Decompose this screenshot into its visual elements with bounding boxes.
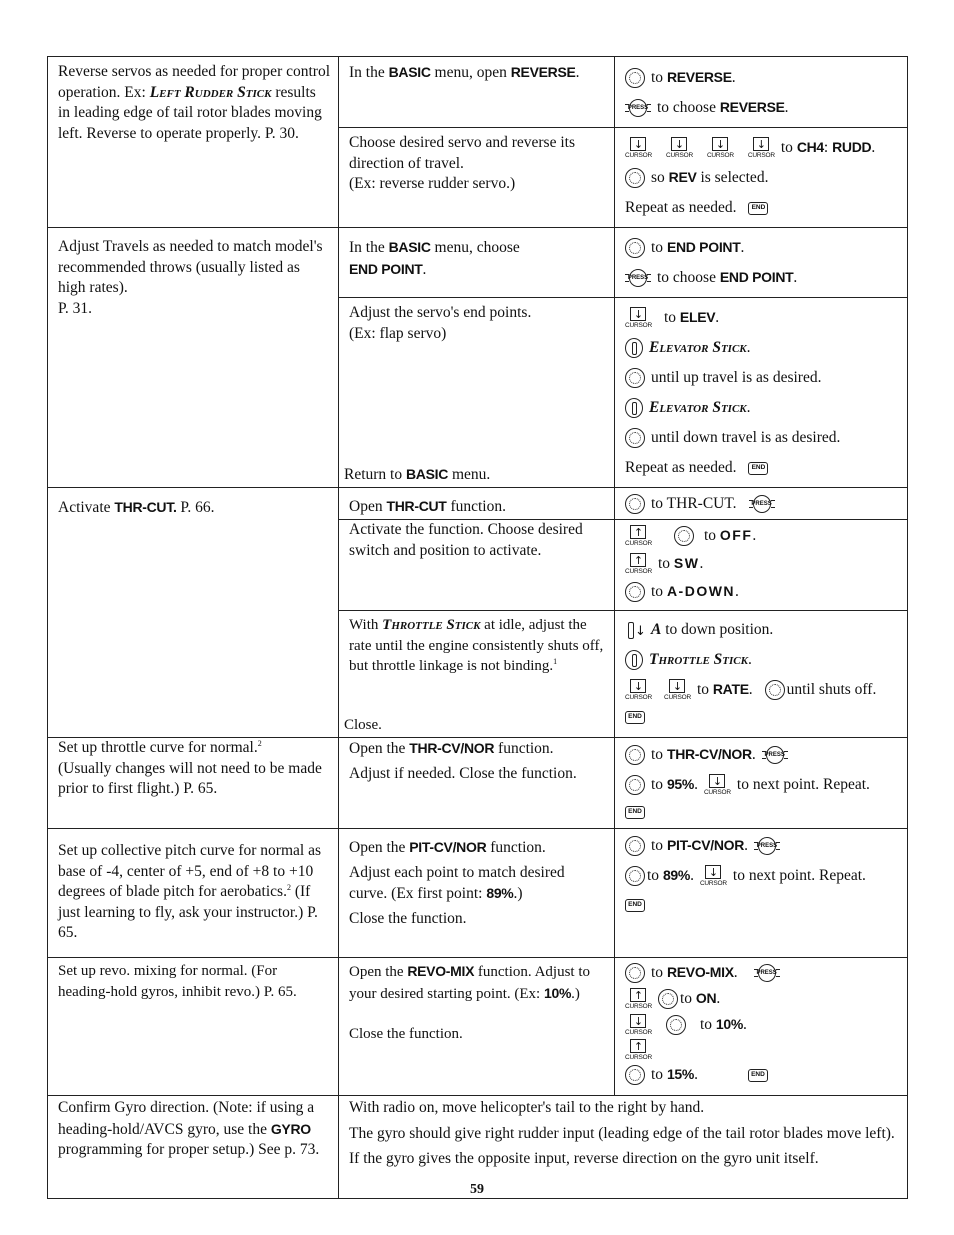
steps-cell <box>615 738 908 829</box>
end-button-icon: END <box>625 899 645 912</box>
step: so REV is selected. <box>625 163 899 193</box>
cursor-down-icon: ↓ CURSOR <box>747 137 775 159</box>
step: to REVERSE. <box>625 63 899 93</box>
goal-cell: Set up revo. mixing for normal. (For heading-hold gyros, inhibit revo.) P. 65. <box>48 958 339 1096</box>
step: Elevator Stick. <box>625 393 899 423</box>
action-cell: With Throttle Stick at idle, adjust the rate until the engine consistently shuts off, but throttle linkage is not binding.$^1$ Close. <box>339 611 615 738</box>
steps-cell <box>615 228 908 298</box>
press-button-icon: PRESS <box>754 963 780 983</box>
steps-cell <box>615 829 908 958</box>
press-button-icon: PRESS <box>625 98 651 118</box>
step <box>625 800 899 824</box>
step: Repeat as needed. END <box>625 453 899 483</box>
dial-icon <box>625 836 645 856</box>
step: ↓ CURSOR ↓ CURSOR to RATE. until shuts off. <box>625 679 877 701</box>
page-number: 59 <box>470 1182 484 1197</box>
steps-cell <box>615 488 908 520</box>
table-row <box>48 958 908 1096</box>
steps-cell <box>615 128 908 228</box>
dial-icon <box>625 238 645 258</box>
steps-cell <box>615 520 908 611</box>
goal-cell: Set up throttle curve for normal.$^2$ (Usually changes will not need to be made prior to first flight.) P. 65. <box>48 738 339 829</box>
dial-icon <box>625 963 645 983</box>
step: ↑ CURSOR to SW. <box>625 553 704 575</box>
step: Throttle Stick. <box>625 645 899 675</box>
step: until down travel is as desired. <box>625 423 899 453</box>
step: to 95%. ↓ CURSOR to next point. Repeat. <box>625 770 899 800</box>
dial-icon <box>658 989 678 1009</box>
cursor-up-icon: ↑ CURSOR <box>625 988 652 1010</box>
step: to 15%. END <box>625 1062 899 1088</box>
end-button-icon: END <box>748 1069 768 1082</box>
steps-cell <box>615 958 908 1096</box>
step: ↓ CURSOR ↓ CURSOR ↓ CURSOR ↓ CURSOR to CH4: RUDD. <box>625 137 876 159</box>
dial-icon <box>625 1065 645 1085</box>
step: to REVO-MIX. PRESS <box>625 960 899 986</box>
step: to PIT-CV/NOR. PRESS <box>625 831 899 861</box>
goal-cell: Adjust Travels as needed to match model's recommended throws (usually listed as high rates). P. 31. <box>48 228 339 488</box>
dial-icon <box>625 368 645 388</box>
cursor-down-icon: ↓ CURSOR <box>665 137 693 159</box>
step <box>625 1038 899 1062</box>
dial-icon <box>625 168 645 188</box>
steps-cell <box>615 57 908 128</box>
step: ↑ CURSOR to OFF. <box>625 525 757 547</box>
press-button-icon: PRESS <box>762 745 788 765</box>
step: to END POINT. <box>625 233 899 263</box>
dial-icon <box>625 494 645 514</box>
step: until up travel is as desired. <box>625 363 899 393</box>
action-cell: In the BASIC menu, choose END POINT. <box>339 228 615 298</box>
cursor-down-icon: ↓ CURSOR <box>663 679 691 701</box>
end-button-icon: END <box>748 202 768 215</box>
goal-cell: Set up collective pitch curve for normal as base of -4, center of +5, end of +8 to +10 degrees of blade pitch for aerobatics.$^2$ (If just learning to fly, ask your instructor.) P. 65. <box>48 829 339 958</box>
table-row <box>48 829 908 958</box>
dial-icon <box>625 68 645 88</box>
cursor-up-icon: ↑ CURSOR <box>625 1039 652 1061</box>
switch-icon <box>625 620 645 640</box>
dial-icon <box>625 866 645 886</box>
action-cell: Choose desired servo and reverse its direction of travel. (Ex: reverse rudder servo.) <box>339 128 615 228</box>
action-cell: Open the REVO-MIX function. Adjust to your desired starting point. (Ex: 10%.) Close the function. <box>339 958 615 1096</box>
table-row <box>48 488 908 520</box>
goal-cell: Confirm Gyro direction. (Note: if using a heading-hold/AVCS gyro, use the GYRO programming for proper setup.) See p. 73. <box>48 1096 339 1199</box>
end-button-icon: END <box>625 711 645 724</box>
press-button-icon: PRESS <box>625 268 651 288</box>
action-cell: Open THR-CUT function. <box>339 488 615 520</box>
step: PRESS to choose REVERSE. <box>625 93 899 123</box>
cursor-down-icon: ↓ CURSOR <box>706 137 734 159</box>
cursor-down-icon: ↓ CURSOR <box>625 137 652 159</box>
press-button-icon: PRESS <box>749 494 775 514</box>
steps-cell <box>615 298 908 488</box>
cursor-up-icon: ↑ CURSOR <box>625 553 652 575</box>
action-cell: Open the PIT-CV/NOR function. Adjust each point to match desired curve. (Ex first point: 89%.) Close the function. <box>339 829 615 958</box>
gyro-note-cell: With radio on, move helicopter's tail to the right by hand. The gyro should give right rudder input (leading edge of the tail rotor blades move left). If the gyro gives the opposite input, reverse direction on the gyro unit itself. <box>339 1096 908 1199</box>
press-button-icon: PRESS <box>754 836 780 856</box>
step: to THR-CV/NOR. PRESS <box>625 740 899 770</box>
setup-table <box>47 56 908 1199</box>
dial-icon <box>625 582 645 602</box>
stick-icon <box>625 650 643 670</box>
dial-icon <box>625 745 645 765</box>
action-cell: Open the THR-CV/NOR function. Adjust if needed. Close the function. <box>339 738 615 829</box>
step: ↑ CURSOR to ON. <box>625 988 721 1010</box>
steps-cell <box>615 611 908 738</box>
goal-cell: Activate THR-CUT. P. 66. <box>48 488 339 738</box>
table-row <box>48 57 908 128</box>
step: PRESS to choose END POINT. <box>625 263 899 293</box>
dial-icon <box>666 1015 686 1035</box>
dial-icon <box>765 680 785 700</box>
action-cell: Activate the function. Choose desired switch and position to activate. <box>339 520 615 611</box>
cursor-down-icon: ↓ CURSOR <box>625 307 652 329</box>
goal-cell: Reverse servos as needed for proper control operation. Ex: Left Rudder Stick results in leading edge of tail rotor blades moving left. Reverse to operate properly. P. 30. <box>48 57 339 228</box>
dial-icon <box>625 428 645 448</box>
cursor-down-icon: ↓ CURSOR <box>625 1014 652 1036</box>
step: to A-DOWN. <box>625 578 899 606</box>
stick-icon <box>625 338 643 358</box>
step: Repeat as needed. END <box>625 193 899 223</box>
step: to THR-CUT. PRESS <box>625 489 899 519</box>
step <box>625 705 899 729</box>
dial-icon <box>625 775 645 795</box>
cursor-down-icon: ↓ CURSOR <box>625 679 652 701</box>
step <box>625 891 899 919</box>
table-row <box>48 228 908 298</box>
end-button-icon: END <box>625 806 645 819</box>
table-row <box>48 738 908 829</box>
action-cell: Adjust the servo's end points. (Ex: flap servo) Return to BASIC menu. <box>339 298 615 488</box>
step: ↓ CURSOR to 10%. <box>625 1014 747 1036</box>
step: Elevator Stick. <box>625 333 899 363</box>
dial-icon <box>674 526 694 546</box>
instruction-page <box>47 56 907 1199</box>
end-button-icon: END <box>748 462 768 475</box>
cursor-down-icon: ↓ CURSOR <box>699 865 727 887</box>
cursor-up-icon: ↑ CURSOR <box>625 525 652 547</box>
step: to 89%. ↓ CURSOR to next point. Repeat. <box>625 861 899 891</box>
stick-icon <box>625 398 643 418</box>
step: ↓ CURSOR to ELEV. <box>625 307 720 329</box>
step: ↓ A to down position. <box>625 615 899 645</box>
cursor-down-icon: ↓ CURSOR <box>703 774 731 796</box>
action-cell: In the BASIC menu, open REVERSE. <box>339 57 615 128</box>
